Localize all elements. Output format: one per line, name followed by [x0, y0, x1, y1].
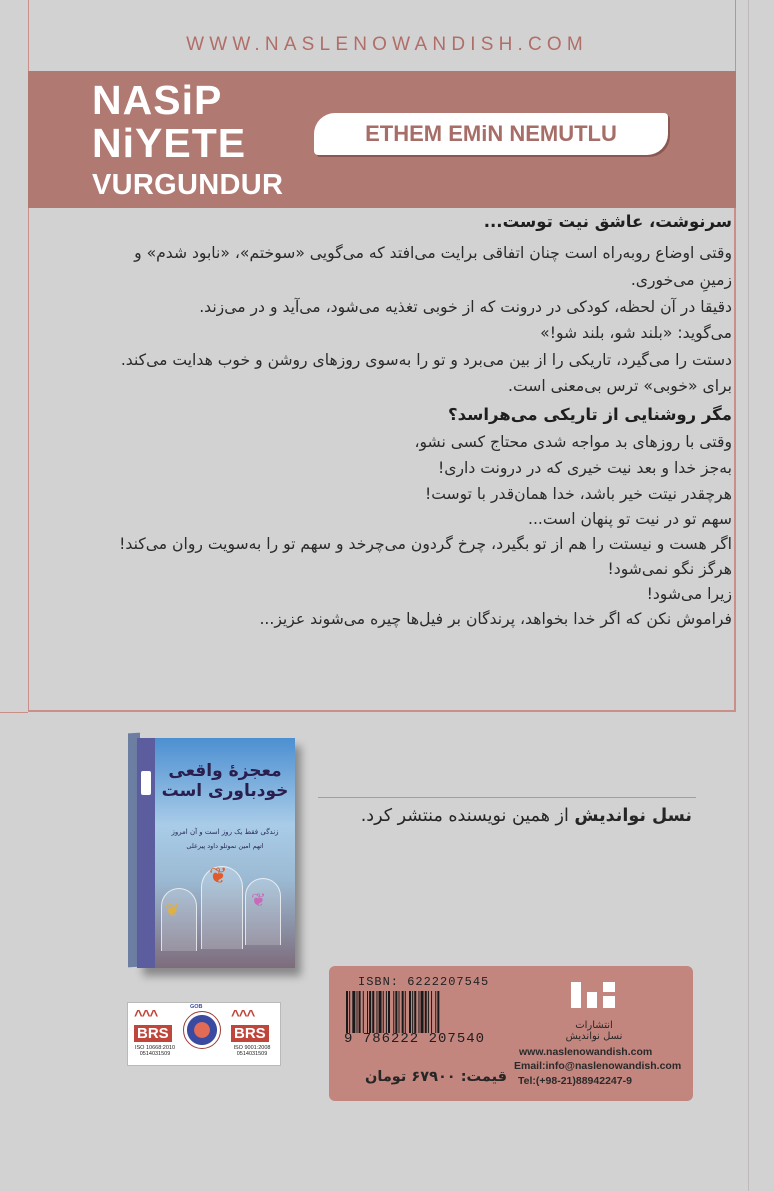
- body-line: اگر هست و نیستت را هم از تو بگیرد، چرخ گردون می‌چرخد و سهم تو را به‌سویت روان می‌کند!: [119, 535, 732, 553]
- brs-logo-icon: ^^^: [231, 1007, 255, 1024]
- promo-publisher: نسل نواندیش: [574, 806, 692, 826]
- isbn-label: ISBN: 6222207545: [358, 975, 490, 989]
- book-cover-authors: اتهم امین نموتلو داود پیرعلی: [186, 842, 264, 850]
- butterfly-icon: ❦: [251, 890, 267, 911]
- body-line: می‌گوید: «بلند شو، بلند شو!»: [540, 324, 732, 342]
- author-badge: [314, 113, 668, 155]
- title-line-2: NiYETE: [92, 120, 247, 166]
- body-line: فراموش نکن که اگر خدا بخواهد، پرندگان بر فیل‌ها چیره می‌شوند عزیز...: [259, 610, 732, 628]
- promo-divider: [318, 797, 696, 798]
- promo-text: [320, 806, 692, 826]
- publisher-logo-icon: [563, 978, 623, 1018]
- body-line: دستت را می‌گیرد، تاریکی را از بین می‌برد و تو را به‌سوی روزهای روشن و خوب هدایت می‌کند.: [120, 351, 732, 369]
- brs-iso-text: ISO 10668:2010 0514031509: [134, 1045, 176, 1058]
- body-line: هرگز نگو نمی‌شود!: [607, 560, 732, 578]
- gob-label: GOB: [190, 1004, 203, 1010]
- book-cover-subtitle: زندگی فقط یک روز است و آن امروز: [171, 828, 279, 836]
- publisher-email: Email:info@naslenowandish.com: [514, 1060, 682, 1072]
- body-line: وقتی با روزهای بد مواجه شدی محتاج کسی نشو،: [414, 433, 732, 451]
- butterfly-icon: ❦: [209, 864, 228, 889]
- publisher-phone: Tel:(+98-21)88942247-9: [518, 1075, 632, 1087]
- back-cover-text: [82, 214, 732, 634]
- barcode-icon: [344, 991, 502, 1033]
- butterfly-icon: ❦: [165, 900, 181, 921]
- author-name: ETHEM EMiN NEMUTLU: [365, 121, 617, 146]
- body-line: زمینِ می‌خوری.: [630, 271, 732, 289]
- brs-certificate-2: [228, 1007, 274, 1061]
- publisher-logo-text: انتشارات نسل نواندیش: [565, 1020, 623, 1042]
- spine-line: [748, 0, 749, 1191]
- brs-iso-text: ISO 9001:2008 0514031509: [233, 1045, 271, 1058]
- gob-seal-icon: [183, 1011, 221, 1049]
- publisher-website: www.naslenowandish.com: [519, 1046, 653, 1058]
- brs-label: BRS: [134, 1025, 172, 1042]
- body-line: زیرا می‌شود!: [646, 585, 732, 603]
- body-line: سهم تو در نیت تو پنهان است...: [527, 510, 732, 528]
- certificates: [127, 1002, 281, 1066]
- barcode-block: [344, 975, 509, 1063]
- barcode-digits: 9 786222 207540: [344, 1031, 486, 1047]
- glass-dome-right: [245, 878, 281, 945]
- book-cover-title: معجزهٔ واقعی خودباوری است: [161, 761, 289, 801]
- body-line: برای «خوبی» ترس بی‌معنی است.: [508, 377, 732, 395]
- body-line: وقتی اوضاع روبه‌راه است چنان اتفاقی برایت می‌افتد که می‌گویی «سوختم»، «نابود شدم» و: [134, 244, 732, 262]
- body-line: دقیقا در آن لحظه، کودکی در درونت که از خوبی تغذیه می‌شود، می‌آید و در می‌زند.: [199, 298, 732, 316]
- price-label: قیمت: ۶۷۹۰۰ تومان: [365, 1069, 507, 1085]
- brs-logo-icon: ^^^: [134, 1007, 158, 1024]
- body-line: هرچقدر نیتت خیر باشد، خدا همان‌قدر با توست!: [424, 485, 732, 503]
- promo-rest: از همین نویسنده منتشر کرد.: [360, 806, 575, 826]
- brs-label: BRS: [231, 1025, 269, 1042]
- body-heading: مگر روشنایی از تاریکی می‌هراسد؟: [448, 405, 732, 424]
- book-cover-image: [137, 738, 295, 968]
- title-line-1: NASiP: [92, 77, 223, 123]
- book-cover-band: [137, 738, 155, 968]
- body-line: سرنوشت، عاشق نیت توست...: [483, 212, 732, 231]
- website-top: WWW.NASLENOWANDISH.COM: [186, 34, 588, 55]
- publisher-mini-logo-icon: [141, 771, 151, 795]
- frame-line-bottom-left: [0, 712, 28, 713]
- body-line: به‌جز خدا و بعد نیت خیری که در درونت داری!: [438, 459, 732, 477]
- brs-certificate-1: [131, 1007, 177, 1061]
- title-line-3: VURGUNDUR: [92, 169, 284, 201]
